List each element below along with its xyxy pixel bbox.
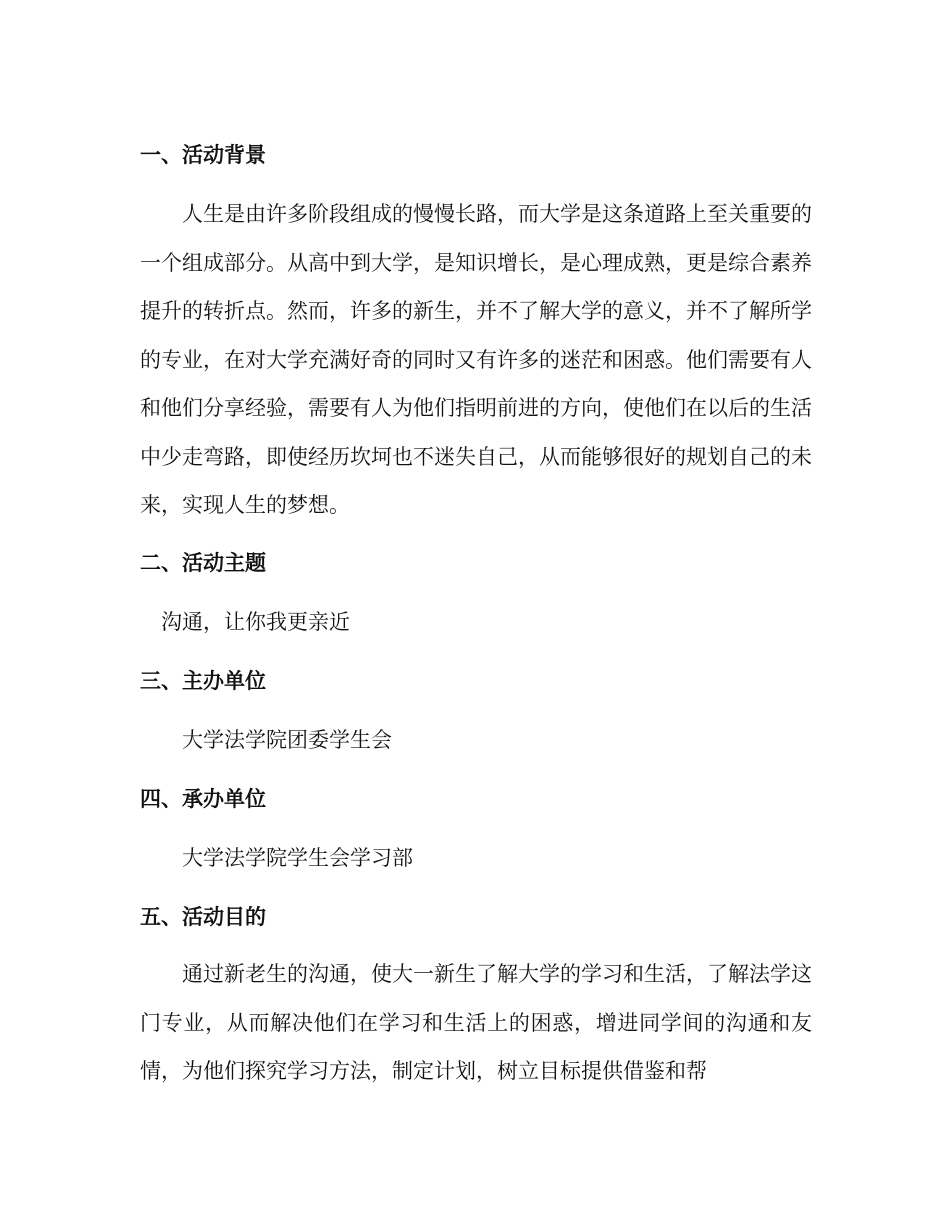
- section-body-theme: 沟通，让你我更亲近: [161, 610, 350, 634]
- section-heading-theme: 二、活动主题: [140, 551, 266, 575]
- section-heading-organizer: 三、主办单位: [140, 669, 266, 693]
- section-heading-purpose: 五、活动目的: [140, 905, 266, 929]
- section-heading-background: 一、活动背景: [140, 143, 266, 167]
- section-heading-undertaker: 四、承办单位: [140, 787, 266, 811]
- section-body-organizer: 大学法学院团委学生会: [182, 728, 392, 752]
- section-body-background: 人生是由许多阶段组成的慢慢长路，而大学是这条道路上至关重要的一个组成部分。从高中到大学，是知识增长，是心理成熟，更是综合素养提升的转折点。然而，许多的新生，并不了解大学的意义，并不了解所学的专业，在对大学充满好奇的同时又有许多的迷茫和困惑。他们需要有人和他们分享经验，需要有人为他们指明前进的方向，使他们在以后的生活中少走弯路，即使经历坎坷也不迷失自己，从而能够很好的规划自己的未来，实现人生的梦想。: [140, 202, 812, 517]
- section-body-purpose: 通过新老生的沟通，使大一新生了解大学的学习和生活，了解法学这门专业，从而解决他们在学习和生活上的困惑，增进同学间的沟通和友情，为他们探究学习方法，制定计划，树立目标提供借鉴和帮: [140, 962, 812, 1083]
- section-body-undertaker: 大学法学院学生会学习部: [182, 846, 413, 870]
